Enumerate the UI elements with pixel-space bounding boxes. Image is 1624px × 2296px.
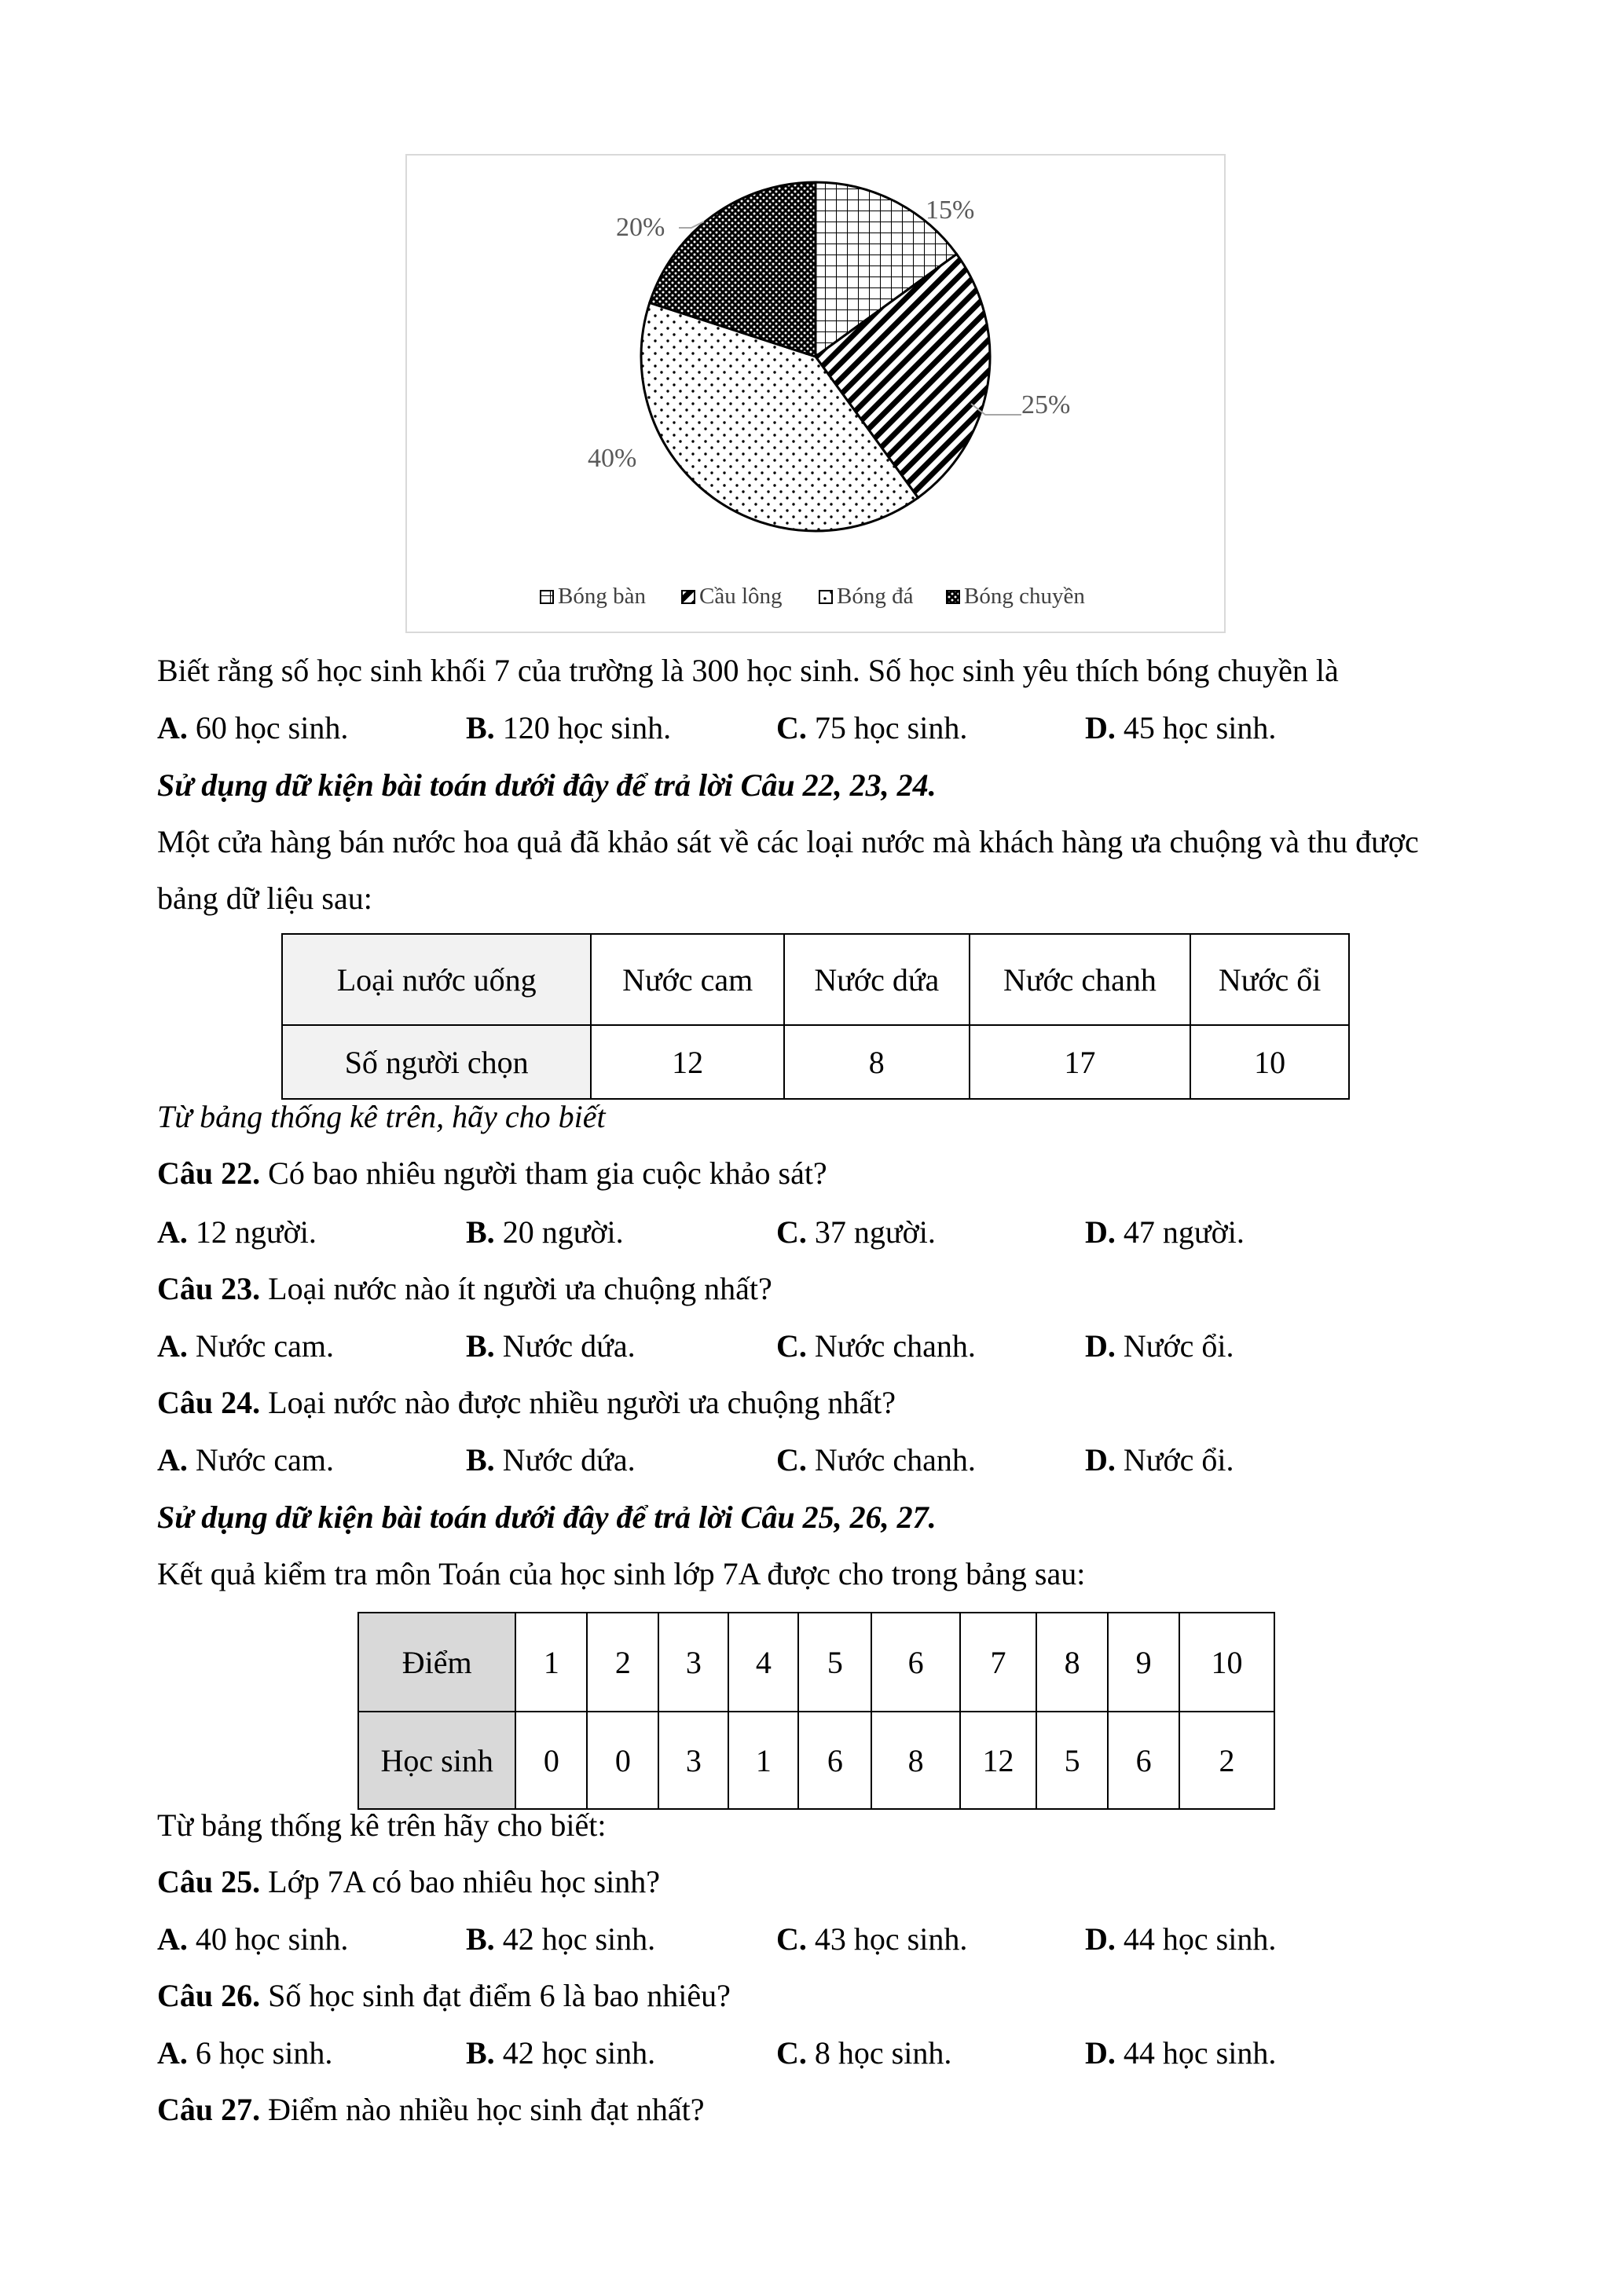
option-letter: A. bbox=[157, 710, 188, 745]
table-header-cell: 6 bbox=[871, 1613, 960, 1712]
table-header-cell: 10 bbox=[1179, 1613, 1274, 1712]
option-text: 43 học sinh. bbox=[806, 1921, 968, 1957]
score-table bbox=[357, 1612, 1275, 1810]
option-text: 40 học sinh. bbox=[187, 1921, 349, 1957]
q23-option-c[interactable] bbox=[776, 1327, 976, 1365]
table-header-cell: 5 bbox=[798, 1613, 871, 1712]
legend-label: Bóng bàn bbox=[558, 584, 646, 609]
table-header-cell: Nước ổi bbox=[1190, 934, 1349, 1025]
table-cell: 1 bbox=[728, 1712, 798, 1809]
legend-label: Cầu lông bbox=[699, 584, 783, 609]
intro-1-line1: Một cửa hàng bán nước hoa quả đã khảo sát về các loại nước mà khách hàng ưa chuộng và thu được bbox=[157, 824, 1419, 859]
q24-option-d[interactable] bbox=[1085, 1441, 1234, 1479]
question-label: Câu 27. bbox=[157, 2092, 261, 2127]
table-cell: 12 bbox=[591, 1025, 784, 1099]
table-row-label: Số người chọn bbox=[282, 1025, 591, 1099]
q22-option-c[interactable] bbox=[776, 1214, 936, 1251]
legend-item-bong-chuyen bbox=[947, 584, 1085, 609]
legend-swatch bbox=[947, 591, 959, 603]
legend-item-bong-da bbox=[819, 584, 914, 609]
option-text: 44 học sinh. bbox=[1115, 1921, 1277, 1957]
q21-option-c[interactable] bbox=[776, 709, 967, 747]
option-text: Nước cam. bbox=[187, 1442, 334, 1478]
option-text: Nước chanh. bbox=[806, 1442, 976, 1478]
option-letter: C. bbox=[776, 1921, 807, 1957]
q26-stem bbox=[157, 1977, 731, 2015]
q25-option-c[interactable] bbox=[776, 1921, 967, 1958]
option-text: Nước ổi. bbox=[1115, 1442, 1234, 1478]
option-text: 44 học sinh. bbox=[1115, 2035, 1277, 2071]
q21-option-a[interactable] bbox=[157, 709, 348, 747]
option-text: 6 học sinh. bbox=[187, 2035, 333, 2071]
table-cell: 8 bbox=[871, 1712, 960, 1809]
q25-stem bbox=[157, 1863, 660, 1901]
table-header-cell: 4 bbox=[728, 1613, 798, 1712]
instruction-22-24: Sử dụng dữ kiện bài toán dưới đây để trả lời Câu 22, 23, 24. bbox=[157, 767, 937, 803]
option-letter: B. bbox=[466, 1214, 495, 1250]
question-label: Câu 26. bbox=[157, 1978, 261, 2013]
from-table-2: Từ bảng thống kê trên hãy cho biết: bbox=[157, 1807, 607, 1843]
option-text: 37 người. bbox=[806, 1214, 936, 1250]
question-label: Câu 24. bbox=[157, 1385, 261, 1420]
q22-option-d[interactable] bbox=[1085, 1214, 1245, 1251]
table-cell: 0 bbox=[587, 1712, 658, 1809]
question-text: Loại nước nào được nhiều người ưa chuộng nhất? bbox=[260, 1385, 896, 1420]
pie-label-cau-long: 25% bbox=[1021, 390, 1071, 419]
question-text: Lớp 7A có bao nhiêu học sinh? bbox=[260, 1864, 660, 1899]
option-letter: D. bbox=[1085, 710, 1116, 745]
option-letter: C. bbox=[776, 1442, 807, 1478]
table-cell: 6 bbox=[1108, 1712, 1179, 1809]
table-header-cell: 7 bbox=[960, 1613, 1036, 1712]
q22-option-b[interactable] bbox=[466, 1214, 624, 1251]
q27-stem bbox=[157, 2091, 705, 2129]
q26-option-d[interactable] bbox=[1085, 2034, 1276, 2072]
table-header-cell: 1 bbox=[515, 1613, 587, 1712]
option-text: Nước chanh. bbox=[806, 1328, 976, 1364]
q25-option-b[interactable] bbox=[466, 1921, 655, 1958]
table-header-cell: 8 bbox=[1036, 1613, 1108, 1712]
q21-option-b[interactable] bbox=[466, 709, 671, 747]
question-text: Loại nước nào ít người ưa chuộng nhất? bbox=[260, 1271, 772, 1306]
q24-option-b[interactable] bbox=[466, 1441, 636, 1479]
option-text: 8 học sinh. bbox=[806, 2035, 952, 2071]
option-letter: D. bbox=[1085, 1214, 1116, 1250]
option-letter: B. bbox=[466, 1921, 495, 1957]
option-letter: D. bbox=[1085, 1921, 1116, 1957]
option-text: 20 người. bbox=[494, 1214, 624, 1250]
option-text: Nước ổi. bbox=[1115, 1328, 1234, 1364]
option-text: 12 người. bbox=[187, 1214, 317, 1250]
table-header-cell: 2 bbox=[587, 1613, 658, 1712]
option-text: 47 người. bbox=[1115, 1214, 1245, 1250]
q23-stem bbox=[157, 1270, 772, 1308]
option-letter: A. bbox=[157, 1442, 188, 1478]
q24-option-a[interactable] bbox=[157, 1441, 334, 1479]
option-text: 45 học sinh. bbox=[1115, 710, 1277, 745]
option-text: 60 học sinh. bbox=[187, 710, 349, 745]
q21-option-d[interactable] bbox=[1085, 709, 1276, 747]
question-text: Số học sinh đạt điểm 6 là bao nhiêu? bbox=[260, 1978, 731, 2013]
option-letter: A. bbox=[157, 1214, 188, 1250]
legend-item-cau-long bbox=[682, 584, 783, 609]
pie-label-bong-da: 40% bbox=[588, 444, 637, 473]
legend-swatch bbox=[682, 591, 695, 603]
q22-stem bbox=[157, 1155, 827, 1192]
table-cell: 12 bbox=[960, 1712, 1036, 1809]
table-cell: 10 bbox=[1190, 1025, 1349, 1099]
legend-swatch bbox=[541, 591, 553, 603]
from-table-1: Từ bảng thống kê trên, hãy cho biết bbox=[157, 1099, 606, 1134]
option-text: 42 học sinh. bbox=[494, 1921, 656, 1957]
option-text: Nước dứa. bbox=[494, 1328, 636, 1364]
question-label: Câu 25. bbox=[157, 1864, 261, 1899]
table-header-cell: Nước dứa bbox=[784, 934, 970, 1025]
table-cell: 0 bbox=[515, 1712, 587, 1809]
table-cell: 6 bbox=[798, 1712, 871, 1809]
option-letter: D. bbox=[1085, 1442, 1116, 1478]
legend-label: Bóng chuyền bbox=[964, 584, 1085, 609]
legend-label: Bóng đá bbox=[837, 584, 914, 609]
instruction-25-27: Sử dụng dữ kiện bài toán dưới đây để trả lời Câu 25, 26, 27. bbox=[157, 1500, 937, 1535]
option-text: 75 học sinh. bbox=[806, 710, 968, 745]
q22-option-a[interactable] bbox=[157, 1214, 317, 1251]
option-text: Nước dứa. bbox=[494, 1442, 636, 1478]
pie-chart bbox=[407, 156, 1224, 632]
question-label: Câu 22. bbox=[157, 1155, 261, 1191]
question-label: Câu 23. bbox=[157, 1271, 261, 1306]
question-text: Có bao nhiêu người tham gia cuộc khảo sát? bbox=[260, 1155, 827, 1191]
option-letter: A. bbox=[157, 1921, 188, 1957]
table-cell: 8 bbox=[784, 1025, 970, 1099]
option-text: 120 học sinh. bbox=[494, 710, 672, 745]
option-letter: B. bbox=[466, 1442, 495, 1478]
option-letter: C. bbox=[776, 1328, 807, 1364]
option-letter: A. bbox=[157, 1328, 188, 1364]
option-letter: C. bbox=[776, 1214, 807, 1250]
table-cell: 5 bbox=[1036, 1712, 1108, 1809]
intro-2: Kết quả kiểm tra môn Toán của học sinh lớp 7A được cho trong bảng sau: bbox=[157, 1556, 1086, 1591]
pie-label-bong-chuyen: 20% bbox=[616, 213, 665, 242]
table-row-label: Học sinh bbox=[358, 1712, 515, 1809]
option-letter: B. bbox=[466, 710, 495, 745]
option-letter: A. bbox=[157, 2035, 188, 2071]
option-letter: B. bbox=[466, 2035, 495, 2071]
q24-option-c[interactable] bbox=[776, 1441, 976, 1479]
option-letter: C. bbox=[776, 2035, 807, 2071]
option-letter: D. bbox=[1085, 2035, 1116, 2071]
table-header-cell: 3 bbox=[658, 1613, 728, 1712]
q25-option-a[interactable] bbox=[157, 1921, 348, 1958]
pie-label-bong-ban: 15% bbox=[926, 196, 975, 225]
intro-1-line2: bảng dữ liệu sau: bbox=[157, 881, 372, 916]
q23-option-b[interactable] bbox=[466, 1327, 636, 1365]
option-letter: C. bbox=[776, 710, 807, 745]
juice-table bbox=[281, 933, 1350, 1100]
q21-stem: Biết rằng số học sinh khối 7 của trường là 300 học sinh. Số học sinh yêu thích bóng chuyền là bbox=[157, 653, 1339, 688]
table-header-cell: Điểm bbox=[358, 1613, 515, 1712]
q26-option-c[interactable] bbox=[776, 2034, 951, 2072]
pie-chart-frame bbox=[405, 154, 1226, 633]
table-header-cell: Loại nước uống bbox=[282, 934, 591, 1025]
q24-stem bbox=[157, 1384, 896, 1422]
q26-option-a[interactable] bbox=[157, 2034, 332, 2072]
option-text: 42 học sinh. bbox=[494, 2035, 656, 2071]
option-letter: D. bbox=[1085, 1328, 1116, 1364]
table-header-cell: 9 bbox=[1108, 1613, 1179, 1712]
table-header-cell: Nước cam bbox=[591, 934, 784, 1025]
q26-option-b[interactable] bbox=[466, 2034, 655, 2072]
question-text: Điểm nào nhiều học sinh đạt nhất? bbox=[260, 2092, 705, 2127]
option-text: Nước cam. bbox=[187, 1328, 334, 1364]
legend-swatch bbox=[819, 591, 832, 603]
q25-option-d[interactable] bbox=[1085, 1921, 1276, 1958]
q23-option-a[interactable] bbox=[157, 1327, 334, 1365]
legend-item-bong-ban bbox=[541, 584, 646, 609]
table-header-cell: Nước chanh bbox=[970, 934, 1191, 1025]
table-cell: 3 bbox=[658, 1712, 728, 1809]
q23-option-d[interactable] bbox=[1085, 1327, 1234, 1365]
table-cell: 17 bbox=[970, 1025, 1191, 1099]
table-cell: 2 bbox=[1179, 1712, 1274, 1809]
option-letter: B. bbox=[466, 1328, 495, 1364]
